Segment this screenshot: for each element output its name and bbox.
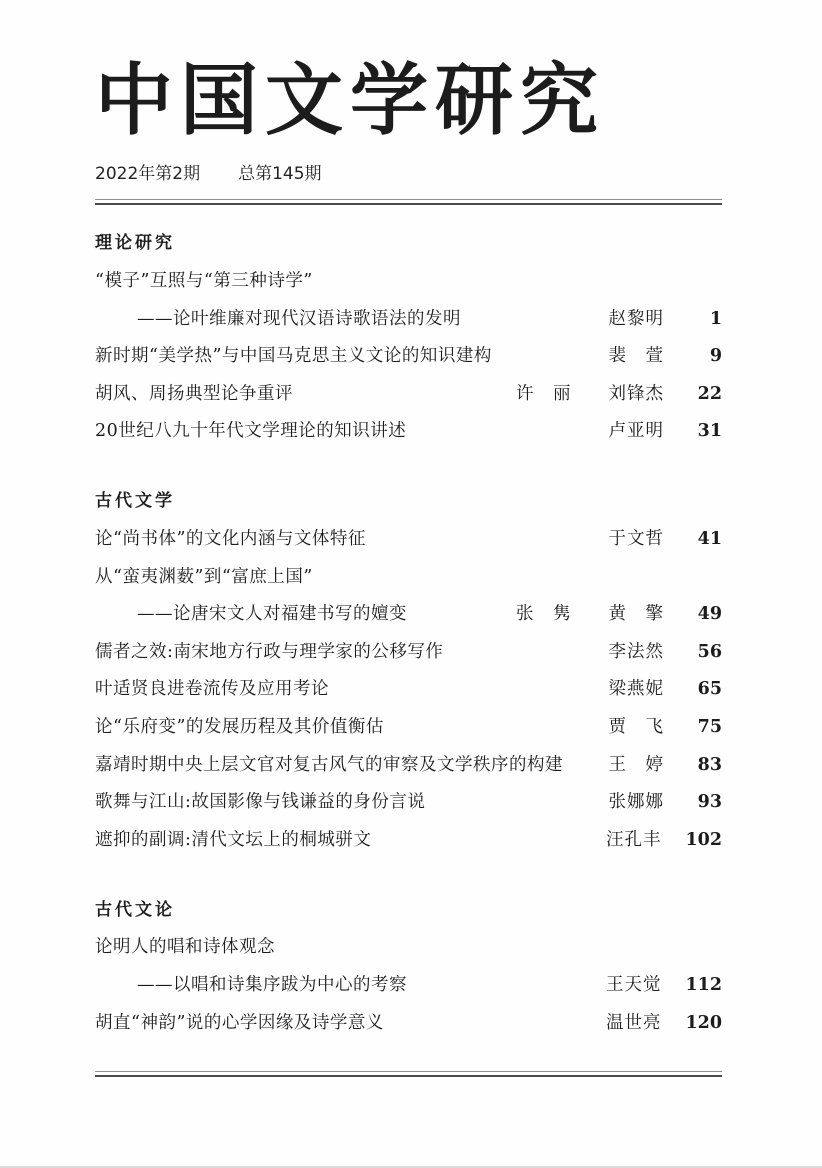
journal-title: 中国文学研究	[95, 55, 606, 146]
entry-page-number: 102	[685, 829, 722, 850]
entry-page-number: 83	[697, 754, 722, 775]
toc-entry	[95, 829, 722, 853]
entry-title: 从“蛮夷渊薮”到“富庶上国”	[95, 566, 313, 587]
toc-section-ancient-literary-theory	[95, 899, 722, 1036]
entry-authors: 张 隽 黄 擎	[516, 604, 664, 625]
entry-page-number: 22	[697, 383, 722, 404]
section-heading: 古代文学	[95, 491, 175, 512]
toc-entry	[95, 603, 722, 627]
entry-title: 论“乐府变”的发展历程及其价值衡估	[95, 717, 384, 738]
entry-authors: 张娜娜	[608, 792, 664, 813]
entry-page-number: 56	[697, 641, 722, 662]
entry-authors: 李法然	[608, 641, 664, 662]
entry-authors: 贾 飞	[608, 717, 664, 738]
entry-authors: 赵黎明	[608, 308, 664, 329]
section-heading: 理论研究	[95, 233, 175, 254]
toc-entry	[95, 308, 722, 332]
entry-authors: 许 丽 刘锋杰	[516, 383, 664, 404]
entry-page-number: 120	[685, 1012, 722, 1033]
entry-authors: 梁燕妮	[608, 679, 664, 700]
entry-title: 遮抑的副调:清代文坛上的桐城骈文	[95, 829, 372, 850]
toc-entry	[95, 420, 722, 444]
toc-entry	[95, 528, 722, 552]
volume-number: 总第145期	[238, 164, 322, 185]
entry-authors: 卢亚明	[608, 421, 664, 442]
entry-authors: 温世亮	[605, 1012, 662, 1033]
entry-title: 20世纪八九十年代文学理论的知识讲述	[95, 421, 407, 442]
toc-entry	[95, 754, 722, 778]
toc-entry	[95, 791, 722, 815]
bottom-divider-rule	[95, 1071, 722, 1077]
entry-page-number: 75	[697, 717, 722, 738]
toc-entry	[95, 974, 722, 998]
entry-title: “模子”互照与“第三种诗学”	[95, 270, 313, 291]
toc-entry	[95, 641, 722, 665]
entry-page-number: 49	[697, 604, 722, 625]
entry-page-number: 1	[709, 308, 722, 329]
entry-page-number: 41	[697, 528, 722, 549]
entry-title: 儒者之效:南宋地方行政与理学家的公移写作	[95, 641, 444, 662]
entry-title: 论明人的唱和诗体观念	[95, 937, 275, 958]
toc-entry	[95, 716, 722, 740]
entry-title: 胡风、周扬典型论争重评	[95, 383, 293, 404]
top-divider-rule	[95, 199, 722, 205]
entry-page-number: 112	[685, 974, 722, 995]
toc-section-theory	[95, 232, 722, 444]
entry-authors: 裴 萱	[608, 346, 664, 367]
entry-page-number: 9	[709, 346, 722, 367]
entry-title: 歌舞与江山:故国影像与钱谦益的身份言说	[95, 792, 426, 813]
entry-authors: 于文哲	[608, 528, 664, 549]
issue-line	[95, 159, 722, 184]
entry-subtitle: ——论唐宋文人对福建书写的嬗变	[137, 604, 407, 625]
entry-page-number: 93	[697, 792, 722, 813]
entry-subtitle: ——以唱和诗集序跋为中心的考察	[137, 974, 407, 995]
entry-authors: 王天觉	[605, 974, 662, 995]
entry-title: 叶适贤良进卷流传及应用考论	[95, 679, 329, 700]
entry-title: 新时期“美学热”与中国马克思主义文论的知识建构	[95, 346, 492, 367]
entry-title: 胡直“神韵”说的心学因缘及诗学意义	[95, 1012, 384, 1033]
toc-section-ancient-literature	[95, 490, 722, 852]
entry-title: 嘉靖时期中央上层文官对复古风气的审察及文学秩序的构建	[95, 754, 563, 775]
entry-authors: 王 婷	[608, 754, 664, 775]
entry-subtitle: ——论叶维廉对现代汉语诗歌语法的发明	[137, 308, 461, 329]
section-heading: 古代文论	[95, 899, 175, 920]
entry-page-number: 65	[697, 679, 722, 700]
toc-entry	[95, 383, 722, 407]
toc-entry	[95, 345, 722, 369]
toc-entry	[95, 566, 722, 590]
entry-authors: 汪孔丰	[605, 829, 662, 850]
toc-entry	[95, 270, 722, 294]
entry-page-number: 31	[697, 421, 722, 442]
toc-entry	[95, 1012, 722, 1036]
issue-number: 2022年第2期	[95, 164, 201, 185]
entry-title: 论“尚书体”的文化内涵与文体特征	[95, 528, 366, 549]
toc-entry	[95, 936, 722, 960]
toc-entry	[95, 678, 722, 702]
